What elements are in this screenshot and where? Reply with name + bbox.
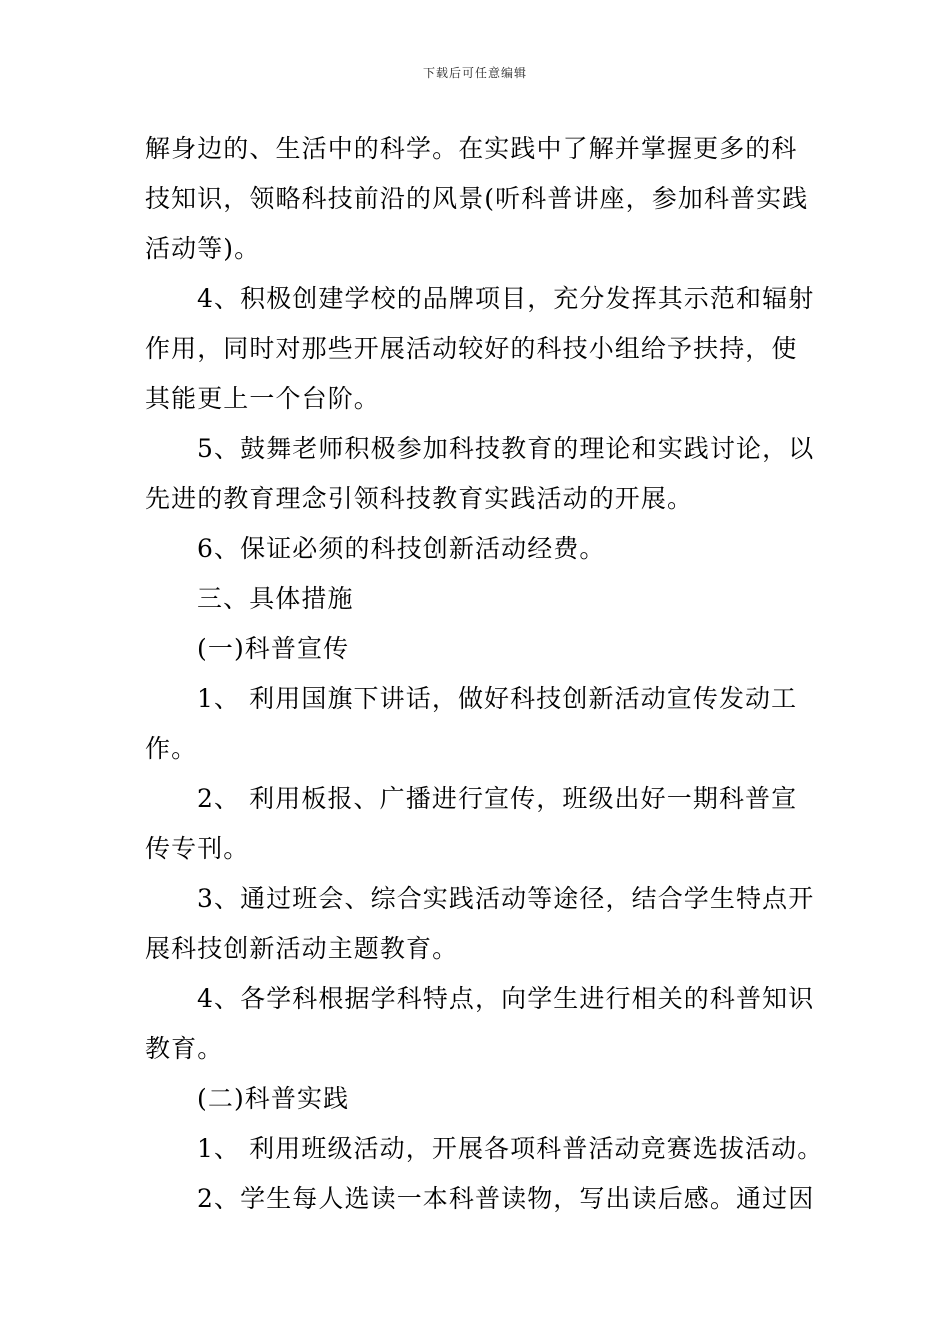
document-body — [145, 124, 824, 1224]
paragraph-start-line: 4、各学科根据学科特点，向学生进行相关的科普知识 — [197, 984, 815, 1013]
text-line: 作。 — [145, 734, 198, 763]
paragraph-start-line: 2、 利用板报、广播进行宣传，班级出好一期科普宣 — [197, 784, 798, 813]
text-line: 技知识，领略科技前沿的风景(听科普讲座，参加科普实践 — [145, 184, 809, 213]
paragraph-start-line: 2、学生每人选读一本科普读物，写出读后感。通过因 — [197, 1184, 815, 1213]
paragraph-start-line: 1、 利用班级活动，开展各项科普活动竞赛选拔活动。 — [197, 1134, 824, 1163]
section-heading: 三、具体措施 — [197, 584, 354, 613]
paragraph-start-line: 3、通过班会、综合实践活动等途径，结合学生特点开 — [197, 884, 815, 913]
text-line: 先进的教育理念引领科技教育实践活动的开展。 — [145, 484, 694, 513]
subsection-heading: (一)科普宣传 — [197, 634, 350, 663]
text-line: 作用，同时对那些开展活动较好的科技小组给予扶持，使 — [145, 334, 798, 363]
text-line: 传专刊。 — [145, 834, 250, 863]
text-line: 其能更上一个台阶。 — [145, 384, 380, 413]
text-line: 展科技创新活动主题教育。 — [145, 934, 459, 963]
text-line: 教育。 — [145, 1034, 224, 1063]
page-header: 下载后可任意编辑 — [422, 66, 527, 80]
text-line: 活动等)。 — [145, 234, 261, 263]
paragraph-start-line: 6、保证必须的科技创新活动经费。 — [197, 534, 606, 563]
paragraph-start-line: 5、鼓舞老师积极参加科技教育的理论和实践讨论，以 — [197, 434, 815, 463]
subsection-heading: (二)科普实践 — [197, 1084, 350, 1113]
text-line: 解身边的、生活中的科学。在实践中了解并掌握更多的科 — [145, 134, 798, 163]
paragraph-start-line: 4、积极创建学校的品牌项目，充分发挥其示范和辐射 — [197, 284, 815, 313]
paragraph-start-line: 1、 利用国旗下讲话，做好科技创新活动宣传发动工 — [197, 684, 798, 713]
